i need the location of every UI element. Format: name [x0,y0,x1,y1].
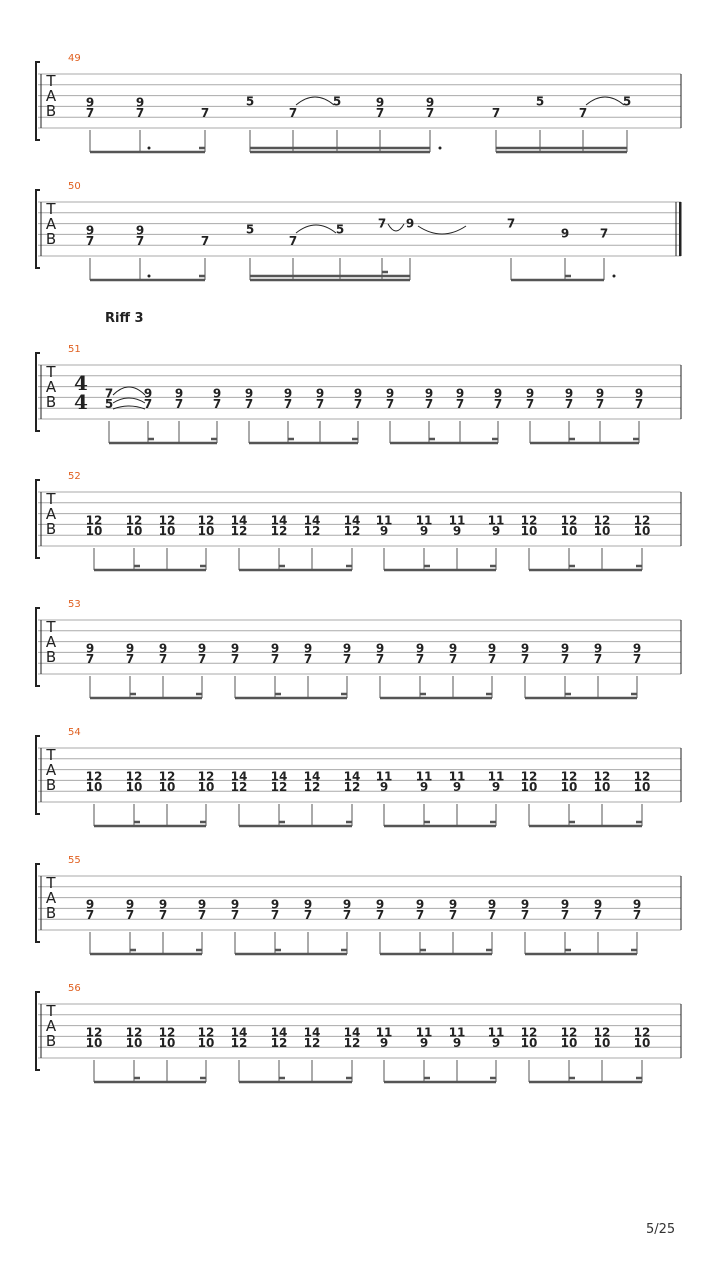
fret-number: 7 [448,652,458,667]
fret-number: 7 [375,106,385,121]
fret-number: 11 [448,513,466,528]
fret-number: 10 [633,524,651,539]
fret-number: 12 [560,769,578,784]
fret-number: 9 [425,95,435,110]
tab-clef-letter: B [45,904,57,922]
fret-number: 9 [634,386,644,401]
fret-number: 9 [197,897,207,912]
fret-number: 10 [158,524,176,539]
fret-number: 7 [85,106,95,121]
page-number: 5/25 [646,1222,676,1237]
fret-number: 12 [125,769,143,784]
fret-number: 12 [520,769,538,784]
fret-number: 7 [593,908,603,923]
fret-number: 7 [230,908,240,923]
fret-number: 7 [197,652,207,667]
fret-number: 12 [85,1025,103,1040]
fret-number: 14 [270,513,288,528]
fret-number: 11 [375,769,393,784]
fret-number: 9 [448,641,458,656]
fret-number: 9 [270,897,280,912]
fret-number: 9 [595,386,605,401]
fret-number: 9 [560,641,570,656]
fret-number: 9 [491,1036,501,1051]
fret-number: 7 [303,652,313,667]
fret-number: 9 [143,386,153,401]
rhythm-dot [439,147,442,150]
fret-number: 12 [633,513,651,528]
fret-number: 7 [415,908,425,923]
fret-number: 7 [520,652,530,667]
fret-number: 11 [415,769,433,784]
measure-number: 52 [68,471,81,482]
measure-number: 50 [68,181,81,192]
tie-arc [586,97,624,105]
measure-number: 55 [68,855,81,866]
fret-number: 10 [125,524,143,539]
fret-number: 9 [424,386,434,401]
fret-number: 9 [455,386,465,401]
fret-number: 11 [448,769,466,784]
fret-number: 12 [125,513,143,528]
fret-number: 7 [288,234,298,249]
fret-number: 7 [135,106,145,121]
fret-number: 7 [200,106,210,121]
fret-number: 9 [564,386,574,401]
fret-number: 12 [230,780,248,795]
fret-number: 9 [632,641,642,656]
rhythm-dot [148,275,151,278]
tab-clef-letter: A [45,1017,57,1035]
fret-number: 7 [143,397,153,412]
fret-number: 7 [283,397,293,412]
fret-number: 7 [634,397,644,412]
fret-number: 10 [560,780,578,795]
fret-number: 10 [593,1036,611,1051]
fret-number: 7 [212,397,222,412]
fret-number: 10 [520,1036,538,1051]
fret-number: 12 [125,1025,143,1040]
fret-number: 12 [633,769,651,784]
fret-number: 9 [303,897,313,912]
fret-number: 7 [385,397,395,412]
tab-clef-letter: A [45,633,57,651]
fret-number: 9 [125,897,135,912]
tab-clef-letter: B [45,393,57,411]
section-label: Riff 3 [105,311,144,326]
fret-number: 9 [560,226,570,241]
fret-number: 9 [85,641,95,656]
fret-number: 7 [158,908,168,923]
fret-number: 9 [560,897,570,912]
fret-number: 7 [158,652,168,667]
fret-number: 9 [487,641,497,656]
tab-clef-letter: A [45,761,57,779]
fret-number: 14 [230,513,248,528]
fret-number: 14 [270,769,288,784]
time-signature-top: 4 [74,371,88,395]
tab-clef-letter: B [45,230,57,248]
fret-number: 11 [375,513,393,528]
fret-number: 12 [270,780,288,795]
fret-number: 9 [353,386,363,401]
fret-number: 12 [303,1036,321,1051]
fret-number: 12 [85,513,103,528]
measure-number: 51 [68,344,81,355]
fret-number: 9 [405,216,415,231]
fret-number: 9 [448,897,458,912]
fret-number: 12 [520,1025,538,1040]
tab-clef-letter: T [46,490,56,508]
fret-number: 10 [633,780,651,795]
fret-number: 11 [487,769,505,784]
fret-number: 9 [125,641,135,656]
measure-number: 49 [68,53,81,64]
fret-number: 9 [379,780,389,795]
fret-number: 10 [125,780,143,795]
tab-clef-letter: B [45,648,57,666]
tab-clef-letter: T [46,1002,56,1020]
fret-number: 14 [230,769,248,784]
fret-number: 7 [560,908,570,923]
tab-clef-letter: T [46,363,56,381]
fret-number: 5 [535,94,545,109]
fret-number: 10 [520,524,538,539]
fret-number: 12 [633,1025,651,1040]
rhythm-dot [148,147,151,150]
fret-number: 7 [455,397,465,412]
fret-number: 12 [197,769,215,784]
fret-number: 10 [560,1036,578,1051]
fret-number: 12 [158,513,176,528]
fret-number: 12 [560,1025,578,1040]
fret-number: 7 [415,652,425,667]
fret-number: 9 [375,95,385,110]
fret-number: 9 [419,780,429,795]
tab-clef-letter: A [45,215,57,233]
fret-number: 14 [303,769,321,784]
tab-system-50 [36,190,681,280]
fret-number: 7 [578,106,588,121]
fret-number: 9 [415,897,425,912]
tab-clef-letter: A [45,889,57,907]
fret-number: 9 [244,386,254,401]
tab-clef-letter: T [46,72,56,90]
fret-number: 9 [283,386,293,401]
fret-number: 9 [525,386,535,401]
time-signature-bottom: 4 [74,390,88,414]
fret-number: 9 [230,897,240,912]
fret-number: 7 [197,908,207,923]
fret-number: 9 [135,223,145,238]
fret-number: 9 [415,641,425,656]
fret-number: 5 [104,397,114,412]
fret-number: 7 [375,908,385,923]
fret-number: 11 [487,1025,505,1040]
measure-number: 53 [68,599,81,610]
fret-number: 9 [379,524,389,539]
tab-clef-letter: T [46,618,56,636]
fret-number: 7 [288,106,298,121]
fret-number: 12 [593,513,611,528]
fret-number: 14 [343,513,361,528]
measure-number: 56 [68,983,81,994]
fret-number: 9 [158,641,168,656]
fret-number: 12 [158,1025,176,1040]
fret-number: 7 [564,397,574,412]
fret-number: 7 [377,216,387,231]
fret-number: 10 [197,780,215,795]
fret-number: 9 [520,641,530,656]
fret-number: 7 [632,652,642,667]
fret-number: 9 [230,641,240,656]
fret-number: 7 [493,397,503,412]
fret-number: 9 [385,386,395,401]
fret-number: 11 [448,1025,466,1040]
fret-number: 9 [593,897,603,912]
fret-number: 5 [245,94,255,109]
fret-number: 14 [230,1025,248,1040]
fret-number: 7 [595,397,605,412]
fret-number: 10 [633,1036,651,1051]
fret-number: 9 [632,897,642,912]
fret-number: 9 [452,524,462,539]
fret-number: 10 [85,1036,103,1051]
fret-number: 7 [270,652,280,667]
slide-arc [388,224,404,231]
fret-number: 9 [212,386,222,401]
tie-arc [296,225,336,233]
tab-clef-letter: B [45,1032,57,1050]
fret-number: 7 [230,652,240,667]
fret-number: 12 [270,1036,288,1051]
fret-number: 7 [244,397,254,412]
fret-number: 12 [85,769,103,784]
fret-number: 7 [487,652,497,667]
rhythm-dot [613,275,616,278]
tie-arc [113,398,145,403]
tab-clef-letter: B [45,102,57,120]
fret-number: 9 [270,641,280,656]
fret-number: 10 [85,780,103,795]
fret-number: 10 [593,780,611,795]
fret-number: 9 [375,641,385,656]
fret-number: 5 [245,222,255,237]
fret-number: 12 [343,524,361,539]
fret-number: 7 [125,908,135,923]
fret-number: 9 [375,897,385,912]
fret-number: 7 [85,234,95,249]
fret-number: 12 [303,524,321,539]
fret-number: 9 [342,897,352,912]
fret-number: 11 [415,513,433,528]
fret-number: 12 [560,513,578,528]
fret-number: 5 [622,94,632,109]
fret-number: 7 [525,397,535,412]
fret-number: 9 [419,524,429,539]
fret-number: 7 [270,908,280,923]
fret-number: 9 [452,1036,462,1051]
fret-number: 12 [343,1036,361,1051]
fret-number: 7 [632,908,642,923]
fret-number: 12 [197,513,215,528]
fret-number: 14 [343,1025,361,1040]
fret-number: 9 [491,780,501,795]
fret-number: 7 [342,908,352,923]
tab-clef-letter: T [46,874,56,892]
fret-number: 7 [506,216,516,231]
fret-number: 7 [425,106,435,121]
fret-number: 9 [452,780,462,795]
fret-number: 10 [560,524,578,539]
tie-arc [296,97,334,105]
fret-number: 9 [174,386,184,401]
fret-number: 7 [520,908,530,923]
fret-number: 14 [343,769,361,784]
fret-number: 12 [303,780,321,795]
fret-number: 7 [375,652,385,667]
tab-clef-letter: A [45,378,57,396]
fret-number: 12 [593,769,611,784]
fret-number: 9 [419,1036,429,1051]
fret-number: 10 [158,780,176,795]
tab-clef-letter: B [45,520,57,538]
fret-number: 12 [270,524,288,539]
fret-number: 9 [487,897,497,912]
fret-number: 7 [85,652,95,667]
fret-number: 9 [197,641,207,656]
fret-number: 7 [424,397,434,412]
fret-number: 9 [491,524,501,539]
fret-number: 10 [197,524,215,539]
fret-number: 9 [85,95,95,110]
fret-number: 5 [335,222,345,237]
fret-number: 10 [125,1036,143,1051]
fret-number: 7 [135,234,145,249]
fret-number: 12 [158,769,176,784]
fret-number: 7 [303,908,313,923]
tie-arc [113,387,145,395]
fret-number: 7 [200,234,210,249]
fret-number: 12 [343,780,361,795]
fret-number: 7 [491,106,501,121]
tab-clef-letter: T [46,746,56,764]
fret-number: 7 [593,652,603,667]
fret-number: 7 [174,397,184,412]
fret-number: 7 [85,908,95,923]
fret-number: 7 [104,386,114,401]
fret-number: 11 [415,1025,433,1040]
fret-number: 9 [342,641,352,656]
fret-number: 9 [379,1036,389,1051]
fret-number: 9 [135,95,145,110]
tab-clef-letter: B [45,776,57,794]
fret-number: 9 [593,641,603,656]
fret-number: 12 [197,1025,215,1040]
fret-number: 7 [448,908,458,923]
fret-number: 11 [375,1025,393,1040]
fret-number: 12 [230,1036,248,1051]
fret-number: 7 [342,652,352,667]
fret-number: 7 [487,908,497,923]
fret-number: 14 [303,1025,321,1040]
tie-arc [418,226,466,234]
fret-number: 10 [593,524,611,539]
fret-number: 9 [85,897,95,912]
fret-number: 10 [520,780,538,795]
fret-number: 12 [230,524,248,539]
measure-number: 54 [68,727,81,738]
fret-number: 14 [270,1025,288,1040]
fret-number: 11 [487,513,505,528]
fret-number: 7 [560,652,570,667]
fret-number: 9 [315,386,325,401]
tab-clef-letter: A [45,87,57,105]
fret-number: 9 [303,641,313,656]
fret-number: 14 [303,513,321,528]
fret-number: 7 [125,652,135,667]
fret-number: 9 [493,386,503,401]
fret-number: 10 [197,1036,215,1051]
fret-number: 7 [599,226,609,241]
fret-number: 5 [332,94,342,109]
tab-clef-letter: T [46,200,56,218]
tab-clef-letter: A [45,505,57,523]
fret-number: 7 [353,397,363,412]
fret-number: 12 [593,1025,611,1040]
fret-number: 9 [520,897,530,912]
fret-number: 9 [158,897,168,912]
fret-number: 10 [158,1036,176,1051]
fret-number: 7 [315,397,325,412]
fret-number: 12 [520,513,538,528]
fret-number: 9 [85,223,95,238]
fret-number: 10 [85,524,103,539]
